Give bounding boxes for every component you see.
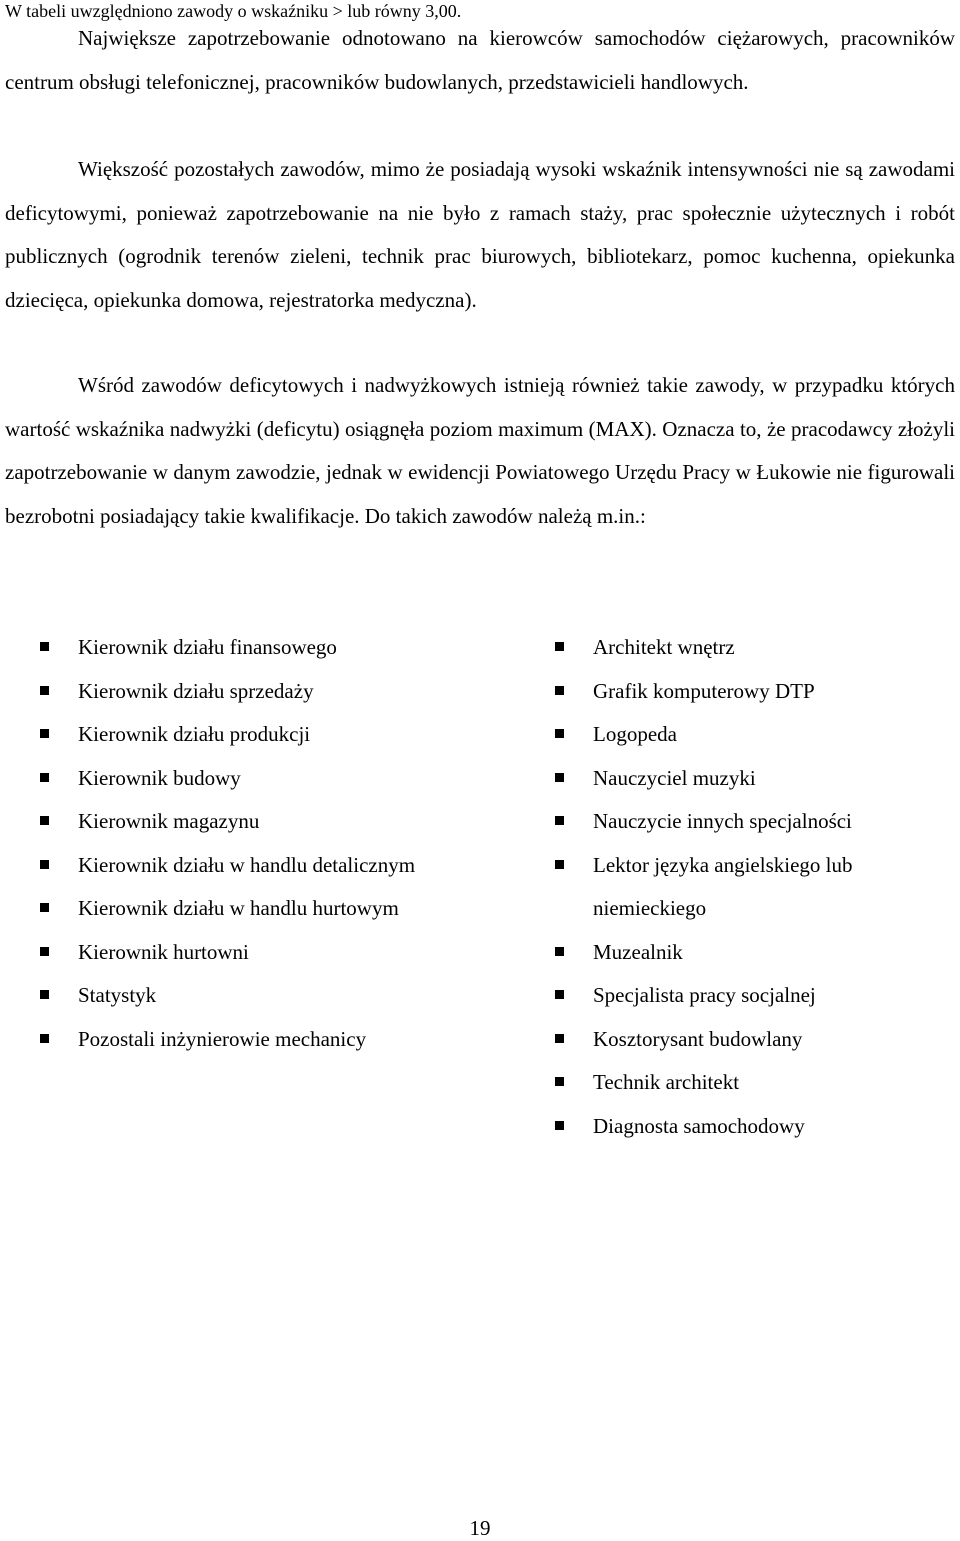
list-item-label: Kierownik hurtowni	[78, 939, 249, 964]
list-item	[40, 800, 480, 844]
list-item	[555, 800, 955, 844]
list-item-label: Diagnosta samochodowy	[593, 1113, 805, 1138]
occupation-list-right	[555, 626, 955, 1148]
table-note: W tabeli uwzględniono zawody o wskaźniku > lub równy 3,00.	[5, 1, 462, 21]
list-item-label: Grafik komputerowy DTP	[593, 678, 815, 703]
page-number: 19	[469, 1516, 491, 1540]
square-bullet-icon	[40, 686, 49, 695]
square-bullet-icon	[555, 1034, 564, 1043]
square-bullet-icon	[40, 773, 49, 782]
list-item-label: Specjalista pracy socjalnej	[593, 983, 816, 1007]
list-item	[555, 713, 955, 757]
list-item-label: Kierownik budowy	[78, 765, 241, 790]
list-item-label: Pozostali inżynierowie mechanicy	[78, 1026, 367, 1051]
square-bullet-icon	[555, 1121, 564, 1130]
list-item	[555, 1018, 955, 1062]
square-bullet-icon	[40, 1034, 49, 1043]
square-bullet-icon	[40, 990, 49, 999]
list-item-label: Statystyk	[78, 983, 157, 1007]
square-bullet-icon	[555, 990, 564, 999]
list-item-label: Nauczycie innych specjalności	[593, 809, 852, 833]
square-bullet-icon	[555, 773, 564, 782]
list-item-label: Kierownik działu finansowego	[78, 635, 337, 659]
list-item-label: Kosztorysant budowlany	[593, 1026, 803, 1051]
square-bullet-icon	[40, 903, 49, 912]
list-item-label: Architekt wnętrz	[593, 635, 735, 659]
square-bullet-icon	[555, 642, 564, 651]
square-bullet-icon	[40, 860, 49, 869]
paragraph-max-indicator: Wśród zawodów deficytowych i nadwyżkowych istnieją również takie zawody, w przypadku których wartość wskaźnika nadwyżki (deficytu) osiągnęła poziom maximum (MAX). Oznacza to, że pracodawcy złożyli zapotrzebowanie w danym zawodzie, jednak w ewidencji Powiatowego Urzędu Pracy w Łukowie nie figurowali bezrobotni posiadający takie kwalifikacje. Do takich zawodów należą m.in.:	[5, 373, 955, 528]
square-bullet-icon	[555, 686, 564, 695]
list-item-label: Logopeda	[593, 722, 677, 746]
square-bullet-icon	[40, 816, 49, 825]
list-item	[40, 844, 480, 888]
list-item	[555, 974, 955, 1018]
square-bullet-icon	[555, 860, 564, 869]
list-item-label: Kierownik działu w handlu hurtowym	[78, 896, 399, 920]
paragraph-demand: Największe zapotrzebowanie odnotowano na kierowców samochodów ciężarowych, pracowników centrum obsługi telefonicznej, pracowników budowlanych, przedstawicieli handlowych.	[5, 26, 955, 94]
square-bullet-icon	[40, 947, 49, 956]
list-item	[40, 1018, 480, 1062]
paragraph-non-deficit: Większość pozostałych zawodów, mimo że posiadają wysoki wskaźnik intensywności nie są zawodami deficytowymi, ponieważ zapotrzebowanie na nie było z ramach staży, prac społecznie użytecznych i robót publicznych (ogrodnik terenów zieleni, technik prac biurowych, bibliotekarz, pomoc kuchenna, opiekunka dziecięca, opiekunka domowa, rejestratorka medyczna).	[5, 157, 955, 312]
list-item	[40, 887, 480, 931]
list-item	[555, 931, 955, 975]
list-item	[40, 670, 480, 714]
list-item-label: Kierownik działu sprzedaży	[78, 678, 314, 703]
square-bullet-icon	[555, 816, 564, 825]
list-item-label: Lektor języka angielskiego lub niemieckiego	[593, 852, 853, 920]
square-bullet-icon	[555, 947, 564, 956]
list-item-label: Kierownik działu w handlu detalicznym	[78, 852, 416, 877]
square-bullet-icon	[40, 729, 49, 738]
list-item	[555, 757, 955, 801]
list-item	[40, 757, 480, 801]
square-bullet-icon	[555, 1077, 564, 1086]
square-bullet-icon	[40, 642, 49, 651]
list-item	[40, 626, 480, 670]
list-item-label: Kierownik działu produkcji	[78, 722, 311, 746]
list-item	[555, 844, 955, 931]
list-item	[555, 670, 955, 714]
square-bullet-icon	[555, 729, 564, 738]
list-item-label: Technik architekt	[593, 1070, 740, 1094]
list-item	[555, 626, 955, 670]
list-item	[40, 974, 480, 1018]
list-item-label: Muzealnik	[593, 939, 683, 964]
occupation-list-left	[40, 626, 480, 1061]
list-item-label: Nauczyciel muzyki	[593, 765, 756, 790]
list-item-label: Kierownik magazynu	[78, 809, 260, 833]
list-item	[555, 1105, 955, 1149]
list-item	[40, 713, 480, 757]
list-item	[40, 931, 480, 975]
list-item	[555, 1061, 955, 1105]
